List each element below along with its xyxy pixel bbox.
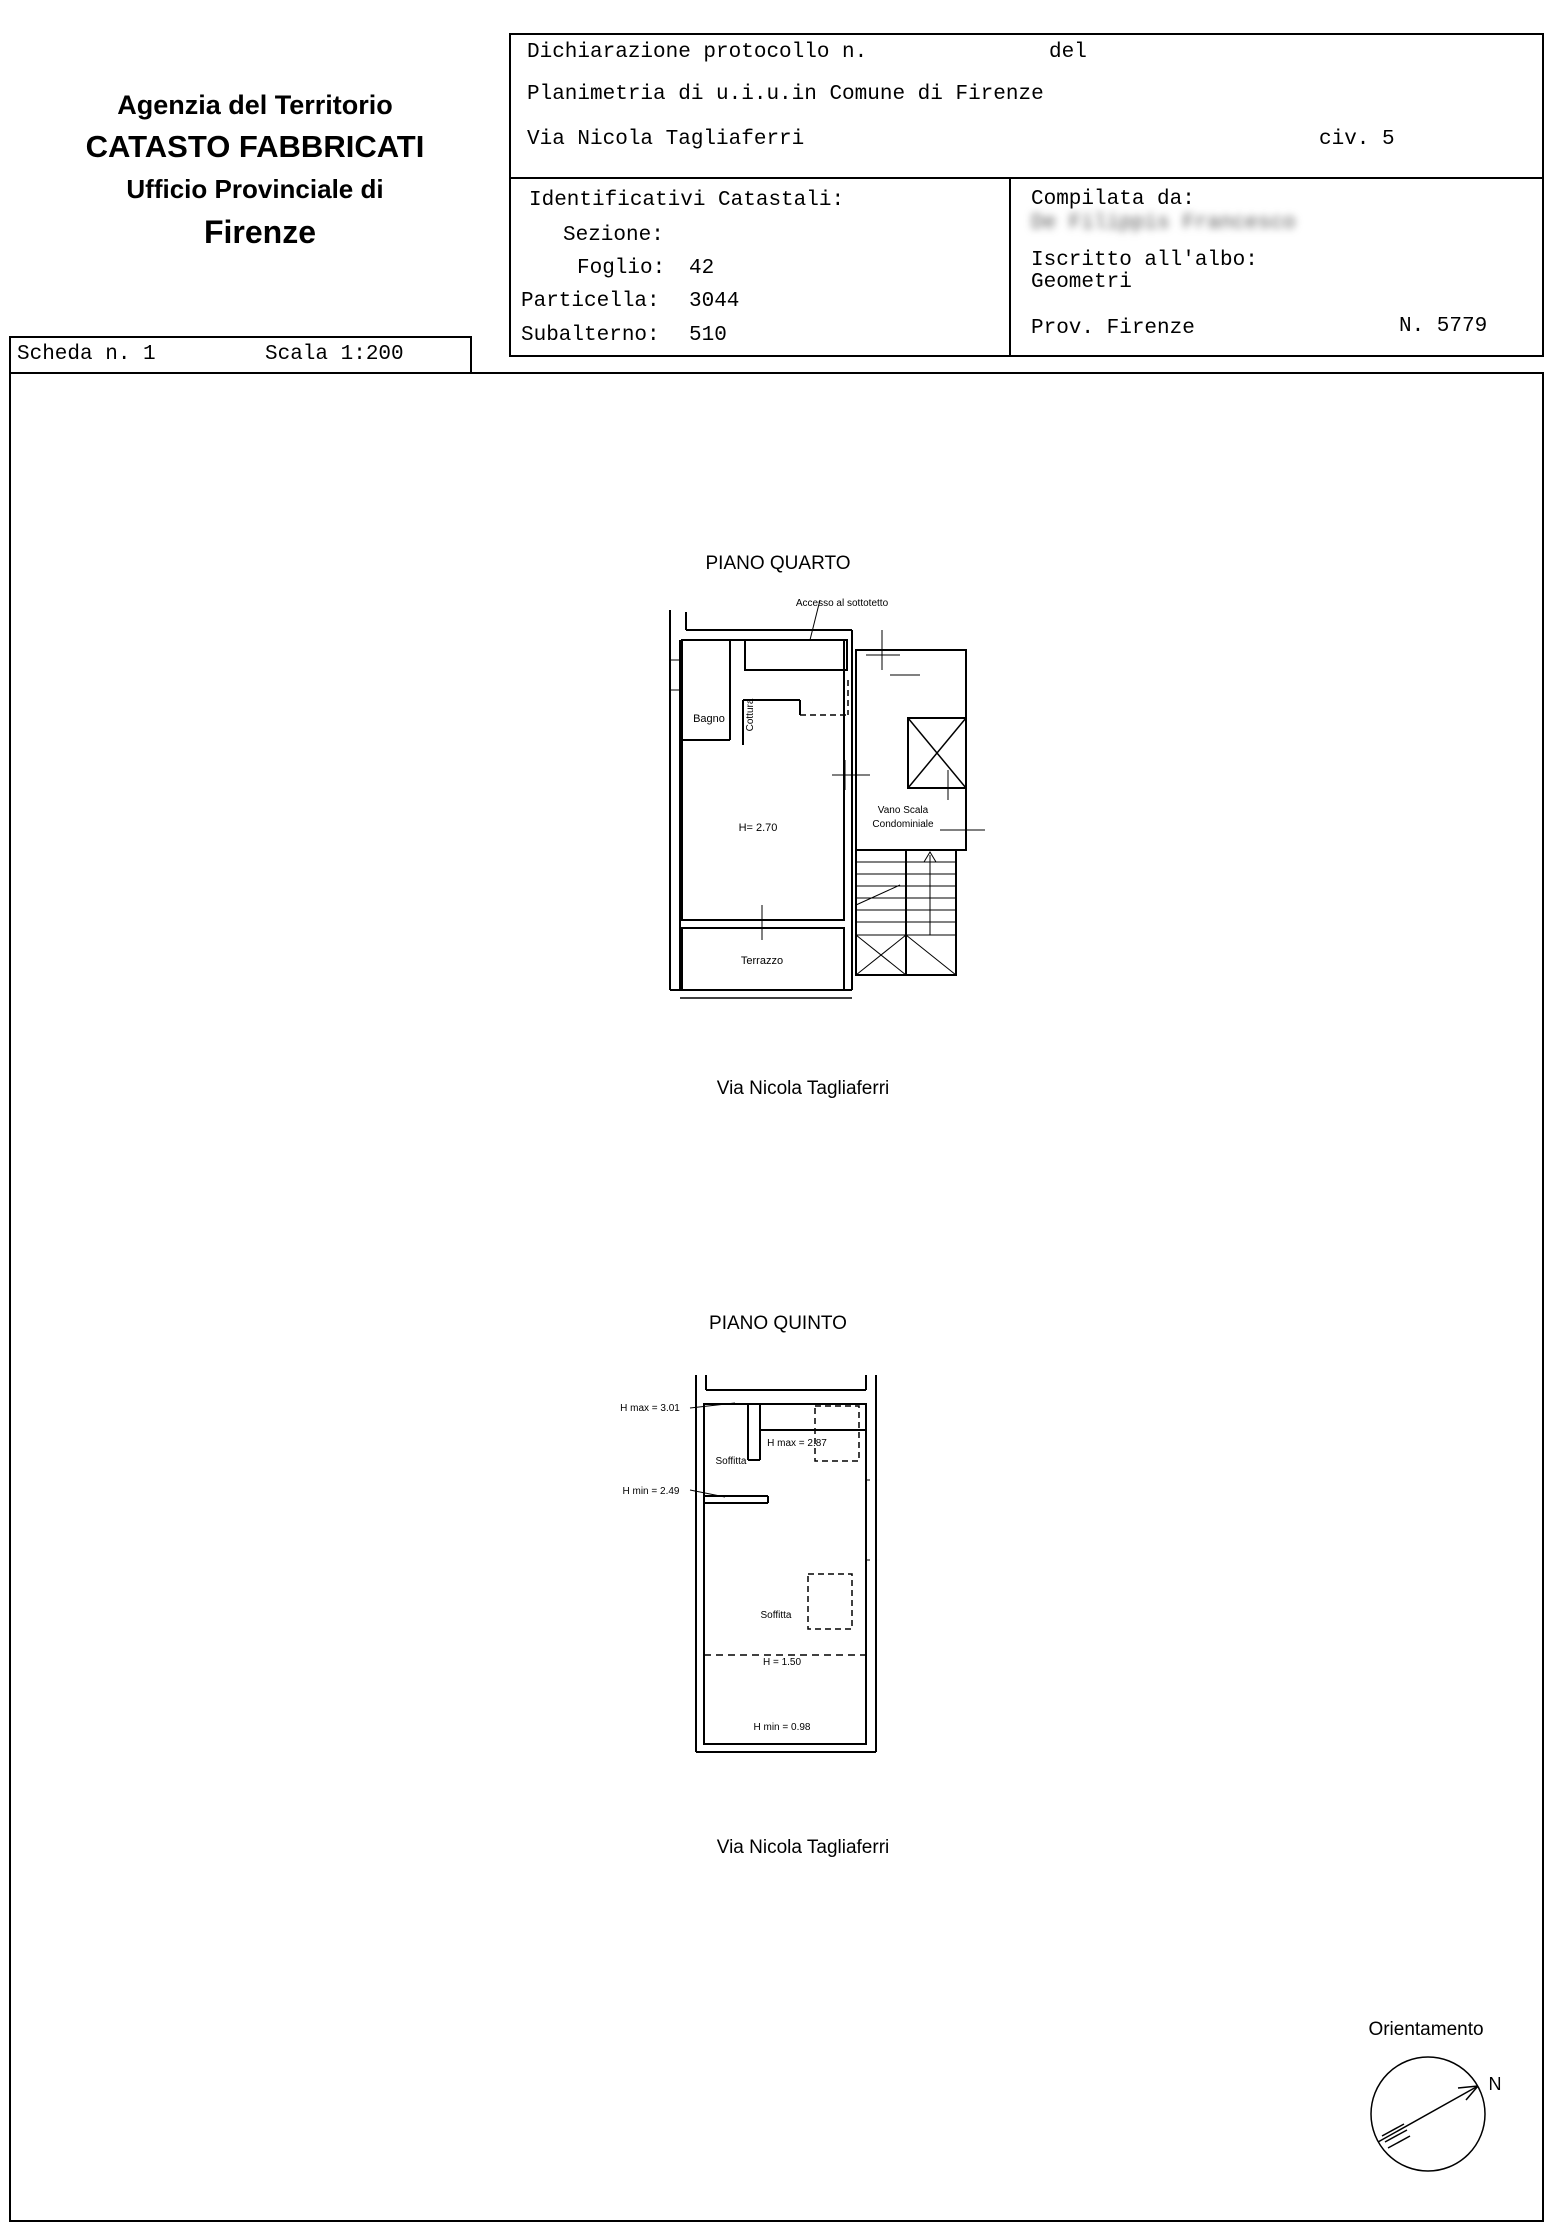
- terrazzo-label: Terrazzo: [740, 955, 784, 967]
- iscritto-label: Iscritto all'albo:: [1031, 249, 1258, 272]
- ufficio-label: Ufficio Provinciale di: [126, 174, 384, 204]
- piano-quarto-plan: [670, 600, 985, 998]
- planimetria-label: Planimetria di u.i.u.in Comune di Firenze: [527, 83, 1044, 106]
- ufficio-city: Firenze: [203, 214, 317, 250]
- piano-quinto-title: PIANO QUINTO: [709, 1313, 847, 1334]
- street-label-quinto: Via Nicola Tagliaferri: [716, 1837, 890, 1858]
- compass-icon: [1371, 2057, 1485, 2171]
- albo-number: N. 5779: [1399, 315, 1488, 338]
- piano-quinto-plan: [690, 1375, 876, 1752]
- bagno-label: Bagno: [693, 713, 725, 725]
- sezione-label: Sezione:: [563, 224, 664, 247]
- provincia-label: Prov. Firenze: [1031, 317, 1195, 340]
- piano-quarto-title: PIANO QUARTO: [705, 553, 851, 574]
- soffitta-label-1: Soffitta: [715, 1456, 747, 1467]
- cottura-label: Cottura: [745, 698, 756, 732]
- dichiarazione-label: Dichiarazione protocollo n.: [527, 41, 868, 64]
- scheda-label: Scheda n. 1: [17, 343, 156, 366]
- via-label: Via Nicola Tagliaferri: [527, 128, 805, 151]
- particella-value: 3044: [689, 290, 740, 313]
- foglio-label: Foglio:: [577, 257, 666, 280]
- hmin-098-label: H min = 0.98: [753, 1722, 811, 1733]
- albo-value: Geometri: [1031, 271, 1132, 294]
- hmax-287-label: H max = 2.87: [767, 1438, 827, 1449]
- subalterno-value: 510: [689, 324, 727, 347]
- altezza-quarto-label: H= 2.70: [738, 822, 778, 834]
- foglio-value: 42: [689, 257, 715, 280]
- particella-label: Particella:: [521, 290, 660, 313]
- hmax-301-label: H max = 3.01: [620, 1403, 680, 1414]
- soffitta-label-2: Soffitta: [760, 1610, 792, 1621]
- vano-scala-label: Vano Scala: [877, 805, 929, 816]
- agency-name: Agenzia del Territorio: [117, 90, 393, 120]
- h-150-label: H = 1.50: [762, 1657, 802, 1668]
- street-label-quarto: Via Nicola Tagliaferri: [716, 1078, 890, 1099]
- civico-label: civ. 5: [1319, 128, 1395, 151]
- compilata-name-redacted: De Filippis Francesco: [1031, 212, 1296, 235]
- hmin-249-label: H min = 2.49: [622, 1486, 680, 1497]
- accesso-sottotetto-label: Accesso al sottotetto: [795, 598, 889, 609]
- catasto-title: CATASTO FABBRICATI: [85, 129, 425, 164]
- north-label: N: [1488, 2074, 1502, 2094]
- orientamento-label: Orientamento: [1368, 2019, 1484, 2040]
- identificativi-title: Identificativi Catastali:: [529, 189, 845, 212]
- compilata-title: Compilata da:: [1031, 188, 1195, 211]
- subalterno-label: Subalterno:: [521, 324, 660, 347]
- scala-label: Scala 1:200: [265, 343, 404, 366]
- condominiale-label: Condominiale: [872, 819, 934, 830]
- del-label: del: [1049, 41, 1087, 64]
